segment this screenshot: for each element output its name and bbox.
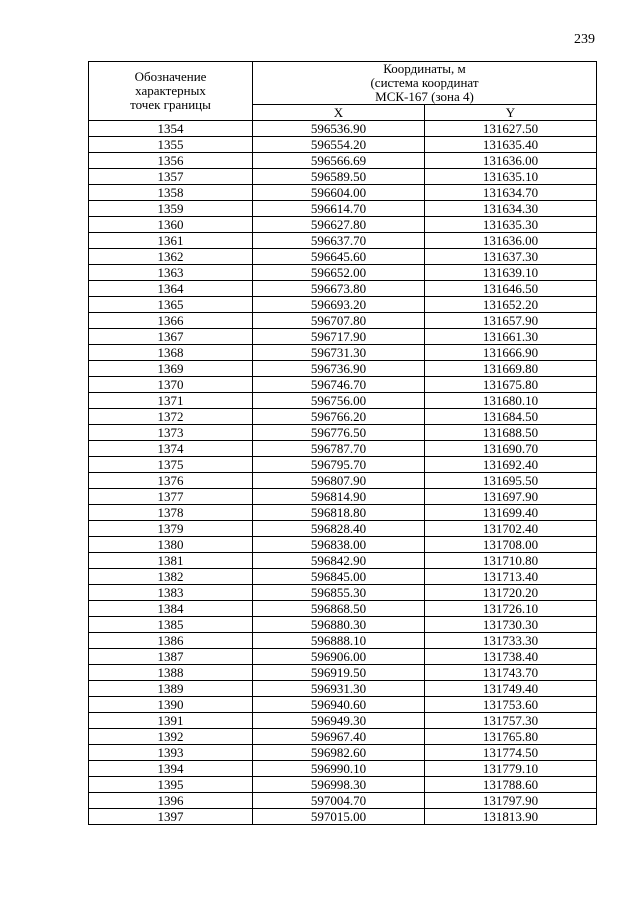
x-coordinate-cell: 596707.80 (253, 313, 425, 329)
y-coordinate-cell: 131635.10 (425, 169, 597, 185)
point-number-cell: 1397 (89, 809, 253, 825)
point-number-cell: 1364 (89, 281, 253, 297)
point-number-cell: 1378 (89, 505, 253, 521)
table-row (89, 329, 597, 345)
table-row (89, 601, 597, 617)
y-coordinate-cell: 131765.80 (425, 729, 597, 745)
x-coordinate-cell: 596756.00 (253, 393, 425, 409)
y-coordinate-cell: 131636.00 (425, 153, 597, 169)
x-coordinate-cell: 596614.70 (253, 201, 425, 217)
point-number-cell: 1377 (89, 489, 253, 505)
table-row (89, 505, 597, 521)
y-coordinate-cell: 131697.90 (425, 489, 597, 505)
point-number-cell: 1394 (89, 761, 253, 777)
y-coordinate-cell: 131699.40 (425, 505, 597, 521)
table-row (89, 713, 597, 729)
coordinates-header-line-1: Координаты, м (383, 61, 466, 76)
x-coordinate-cell: 596818.80 (253, 505, 425, 521)
x-coordinate-cell: 596868.50 (253, 601, 425, 617)
y-coordinate-cell: 131669.80 (425, 361, 597, 377)
y-coordinate-cell: 131757.30 (425, 713, 597, 729)
table-row (89, 441, 597, 457)
y-coordinate-cell: 131627.50 (425, 121, 597, 137)
point-number-cell: 1393 (89, 745, 253, 761)
table-row (89, 409, 597, 425)
x-coordinate-cell: 596845.00 (253, 569, 425, 585)
table-row (89, 793, 597, 809)
y-coordinate-cell: 131636.00 (425, 233, 597, 249)
y-coordinate-cell: 131733.30 (425, 633, 597, 649)
table-row (89, 377, 597, 393)
table-row (89, 425, 597, 441)
point-number-cell: 1388 (89, 665, 253, 681)
y-coordinate-cell: 131635.30 (425, 217, 597, 233)
point-number-cell: 1371 (89, 393, 253, 409)
y-coordinate-cell: 131749.40 (425, 681, 597, 697)
table-row (89, 617, 597, 633)
table-row (89, 249, 597, 265)
table-row (89, 169, 597, 185)
x-coordinate-cell: 596931.30 (253, 681, 425, 697)
table-row (89, 665, 597, 681)
page-number: 239 (574, 32, 595, 47)
y-coordinate-cell: 131738.40 (425, 649, 597, 665)
table-row (89, 745, 597, 761)
x-coordinate-cell: 596746.70 (253, 377, 425, 393)
table-row (89, 649, 597, 665)
coordinates-table (88, 61, 597, 825)
y-coordinate-cell: 131720.20 (425, 585, 597, 601)
table-row (89, 201, 597, 217)
point-number-cell: 1358 (89, 185, 253, 201)
y-coordinate-cell: 131652.20 (425, 297, 597, 313)
table-row (89, 681, 597, 697)
y-coordinate-cell: 131713.40 (425, 569, 597, 585)
point-number-cell: 1359 (89, 201, 253, 217)
point-number-cell: 1380 (89, 537, 253, 553)
y-column-header: Y (425, 105, 597, 121)
point-number-cell: 1373 (89, 425, 253, 441)
x-coordinate-cell: 596627.80 (253, 217, 425, 233)
point-number-cell: 1386 (89, 633, 253, 649)
point-number-cell: 1379 (89, 521, 253, 537)
point-designation-line-3: точек границы (130, 97, 211, 112)
point-number-cell: 1390 (89, 697, 253, 713)
x-coordinate-cell: 596766.20 (253, 409, 425, 425)
point-number-cell: 1389 (89, 681, 253, 697)
x-coordinate-cell: 596828.40 (253, 521, 425, 537)
x-coordinate-cell: 596736.90 (253, 361, 425, 377)
y-coordinate-cell: 131788.60 (425, 777, 597, 793)
x-coordinate-cell: 596888.10 (253, 633, 425, 649)
point-number-cell: 1366 (89, 313, 253, 329)
table-row (89, 361, 597, 377)
point-number-cell: 1368 (89, 345, 253, 361)
x-coordinate-cell: 596855.30 (253, 585, 425, 601)
x-coordinate-cell: 596637.70 (253, 233, 425, 249)
x-coordinate-cell: 596940.60 (253, 697, 425, 713)
table-row (89, 217, 597, 233)
y-coordinate-cell: 131708.00 (425, 537, 597, 553)
y-coordinate-cell: 131695.50 (425, 473, 597, 489)
y-coordinate-cell: 131797.90 (425, 793, 597, 809)
x-coordinate-cell: 596554.20 (253, 137, 425, 153)
table-row (89, 585, 597, 601)
point-number-cell: 1396 (89, 793, 253, 809)
coordinates-header-line-3: МСК-167 (зона 4) (375, 89, 474, 104)
point-number-cell: 1385 (89, 617, 253, 633)
point-number-cell: 1376 (89, 473, 253, 489)
point-number-cell: 1391 (89, 713, 253, 729)
point-designation-header (89, 62, 253, 121)
x-coordinate-cell: 596814.90 (253, 489, 425, 505)
x-coordinate-cell: 596838.00 (253, 537, 425, 553)
x-coordinate-cell: 596906.00 (253, 649, 425, 665)
x-coordinate-cell: 596673.80 (253, 281, 425, 297)
x-coordinate-cell: 596536.90 (253, 121, 425, 137)
point-number-cell: 1392 (89, 729, 253, 745)
x-coordinate-cell: 596880.30 (253, 617, 425, 633)
y-coordinate-cell: 131710.80 (425, 553, 597, 569)
table-row (89, 153, 597, 169)
table-row (89, 345, 597, 361)
table-row (89, 553, 597, 569)
x-coordinate-cell: 596589.50 (253, 169, 425, 185)
table-row (89, 281, 597, 297)
x-column-header: X (253, 105, 425, 121)
point-designation-line-2: характерных (135, 83, 206, 98)
point-number-cell: 1395 (89, 777, 253, 793)
x-coordinate-cell: 596731.30 (253, 345, 425, 361)
x-coordinate-cell: 596795.70 (253, 457, 425, 473)
y-coordinate-cell: 131639.10 (425, 265, 597, 281)
point-number-cell: 1355 (89, 137, 253, 153)
coordinates-table-body (89, 121, 597, 825)
point-number-cell: 1381 (89, 553, 253, 569)
y-coordinate-cell: 131774.50 (425, 745, 597, 761)
point-number-cell: 1382 (89, 569, 253, 585)
y-coordinate-cell: 131635.40 (425, 137, 597, 153)
point-number-cell: 1363 (89, 265, 253, 281)
y-coordinate-cell: 131690.70 (425, 441, 597, 457)
table-row (89, 185, 597, 201)
table-row (89, 569, 597, 585)
table-row (89, 777, 597, 793)
x-coordinate-cell: 596919.50 (253, 665, 425, 681)
table-row (89, 809, 597, 825)
table-row (89, 521, 597, 537)
coordinates-header-line-2: (система координат (370, 75, 479, 90)
x-coordinate-cell: 596990.10 (253, 761, 425, 777)
point-number-cell: 1369 (89, 361, 253, 377)
x-coordinate-cell: 596652.00 (253, 265, 425, 281)
x-coordinate-cell: 596807.90 (253, 473, 425, 489)
point-number-cell: 1374 (89, 441, 253, 457)
x-coordinate-cell: 596717.90 (253, 329, 425, 345)
y-coordinate-cell: 131813.90 (425, 809, 597, 825)
x-coordinate-cell: 596967.40 (253, 729, 425, 745)
point-number-cell: 1372 (89, 409, 253, 425)
y-coordinate-cell: 131661.30 (425, 329, 597, 345)
table-row (89, 233, 597, 249)
y-coordinate-cell: 131657.90 (425, 313, 597, 329)
table-row (89, 697, 597, 713)
point-designation-line-1: Обозначение (134, 69, 207, 84)
x-coordinate-cell: 596842.90 (253, 553, 425, 569)
table-row (89, 265, 597, 281)
y-coordinate-cell: 131666.90 (425, 345, 597, 361)
table-row (89, 121, 597, 137)
y-coordinate-cell: 131646.50 (425, 281, 597, 297)
y-coordinate-cell: 131684.50 (425, 409, 597, 425)
table-row (89, 537, 597, 553)
x-coordinate-cell: 597015.00 (253, 809, 425, 825)
point-number-cell: 1370 (89, 377, 253, 393)
x-coordinate-cell: 596776.50 (253, 425, 425, 441)
point-number-cell: 1387 (89, 649, 253, 665)
point-number-cell: 1360 (89, 217, 253, 233)
table-row (89, 761, 597, 777)
y-coordinate-cell: 131680.10 (425, 393, 597, 409)
point-number-cell: 1384 (89, 601, 253, 617)
point-number-cell: 1375 (89, 457, 253, 473)
point-number-cell: 1354 (89, 121, 253, 137)
point-number-cell: 1383 (89, 585, 253, 601)
y-coordinate-cell: 131779.10 (425, 761, 597, 777)
x-coordinate-cell: 596693.20 (253, 297, 425, 313)
x-coordinate-cell: 596645.60 (253, 249, 425, 265)
table-row (89, 297, 597, 313)
y-coordinate-cell: 131726.10 (425, 601, 597, 617)
coordinates-header (253, 62, 597, 105)
y-coordinate-cell: 131637.30 (425, 249, 597, 265)
table-row (89, 489, 597, 505)
point-number-cell: 1361 (89, 233, 253, 249)
table-row (89, 473, 597, 489)
table-row (89, 729, 597, 745)
x-coordinate-cell: 596604.00 (253, 185, 425, 201)
point-number-cell: 1367 (89, 329, 253, 345)
point-number-cell: 1356 (89, 153, 253, 169)
table-row (89, 457, 597, 473)
x-coordinate-cell: 596566.69 (253, 153, 425, 169)
point-number-cell: 1362 (89, 249, 253, 265)
y-coordinate-cell: 131743.70 (425, 665, 597, 681)
y-coordinate-cell: 131675.80 (425, 377, 597, 393)
x-coordinate-cell: 596998.30 (253, 777, 425, 793)
table-row (89, 393, 597, 409)
x-coordinate-cell: 596787.70 (253, 441, 425, 457)
y-coordinate-cell: 131692.40 (425, 457, 597, 473)
y-coordinate-cell: 131688.50 (425, 425, 597, 441)
y-coordinate-cell: 131702.40 (425, 521, 597, 537)
point-number-cell: 1365 (89, 297, 253, 313)
y-coordinate-cell: 131634.30 (425, 201, 597, 217)
y-coordinate-cell: 131634.70 (425, 185, 597, 201)
x-coordinate-cell: 596982.60 (253, 745, 425, 761)
table-row (89, 633, 597, 649)
point-number-cell: 1357 (89, 169, 253, 185)
table-row (89, 313, 597, 329)
table-row (89, 137, 597, 153)
y-coordinate-cell: 131730.30 (425, 617, 597, 633)
x-coordinate-cell: 596949.30 (253, 713, 425, 729)
y-coordinate-cell: 131753.60 (425, 697, 597, 713)
x-coordinate-cell: 597004.70 (253, 793, 425, 809)
